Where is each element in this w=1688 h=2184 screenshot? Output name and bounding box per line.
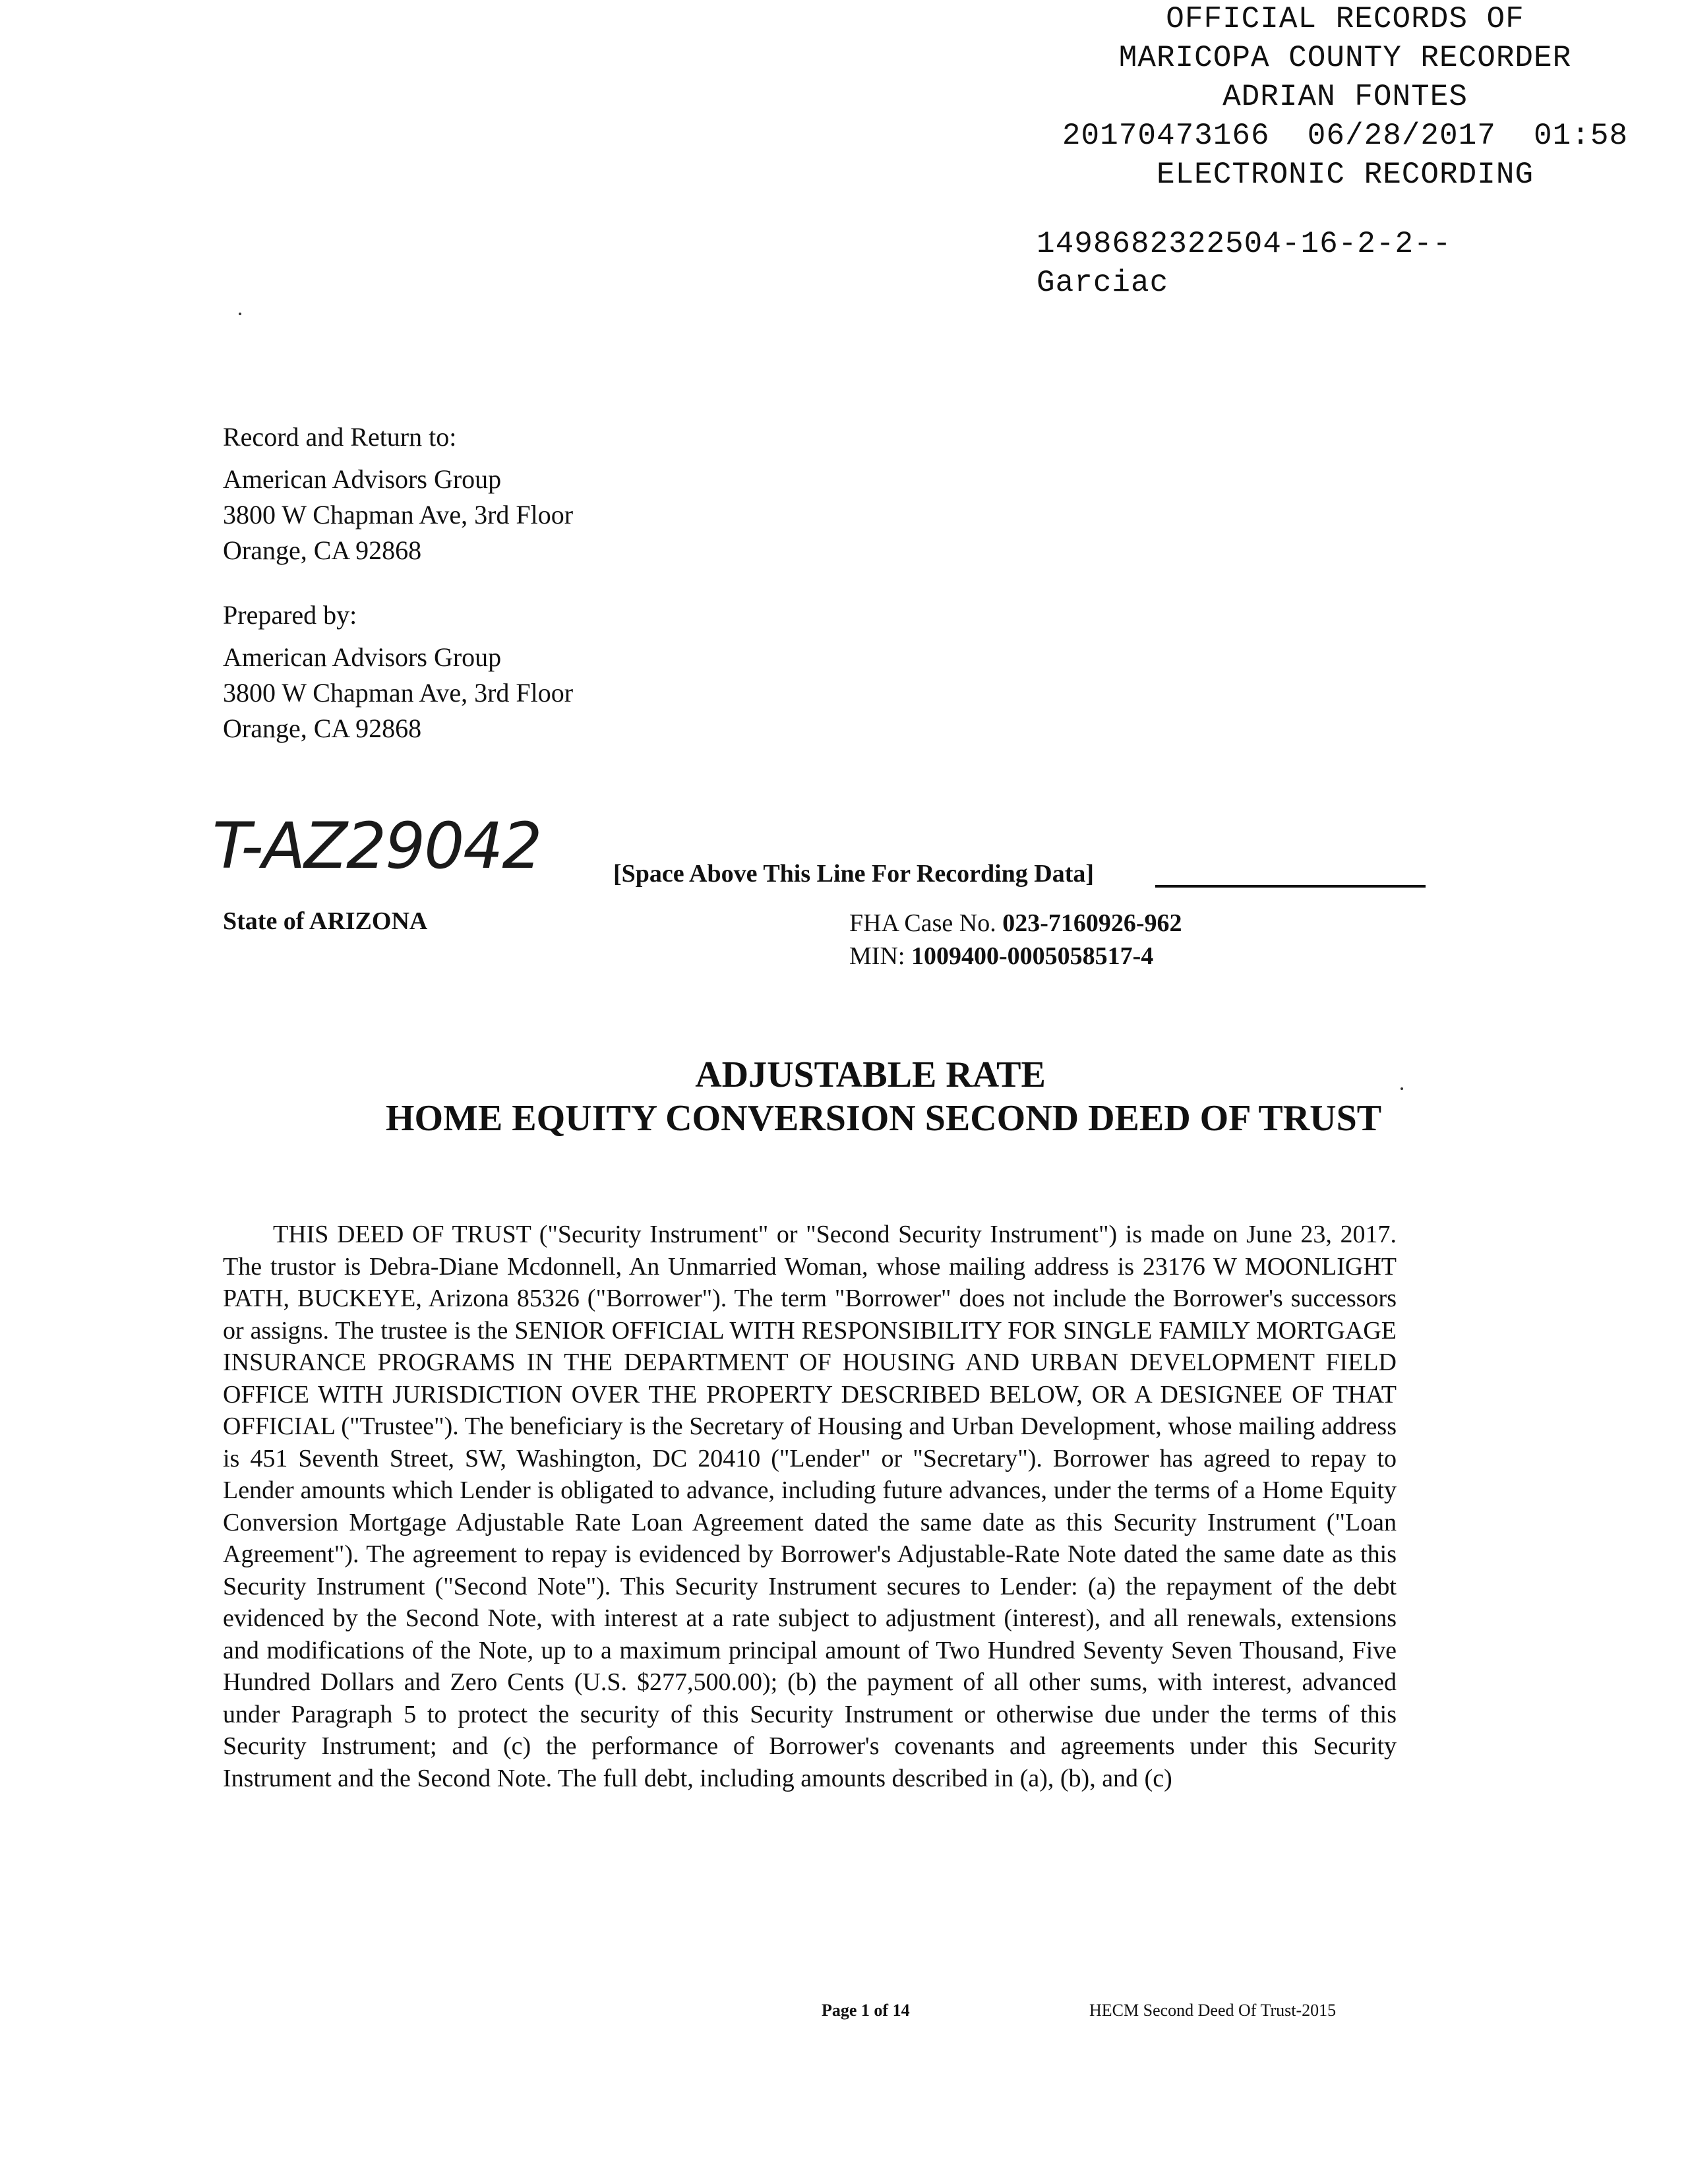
stamp-line: OFFICIAL RECORDS OF	[1166, 2, 1524, 36]
prepared-by-line: American Advisors Group	[223, 642, 502, 672]
prepared-by-line: 3800 W Chapman Ave, 3rd Floor	[223, 678, 574, 708]
record-return-block	[223, 419, 573, 568]
recording-data-rule	[1155, 885, 1426, 888]
fha-label: FHA Case No.	[849, 909, 1003, 937]
handwritten-order-number: T-AZ29042	[212, 809, 541, 883]
form-identifier: HECM Second Deed Of Trust-2015	[1089, 2001, 1337, 2020]
stamp-recording-number: 20170473166 06/28/2017 01:58	[1062, 119, 1629, 153]
prepared-by-block	[223, 597, 573, 746]
stamp-line: ADRIAN FONTES	[1222, 80, 1468, 114]
fha-case-number: 023-7160926-962	[1002, 909, 1182, 937]
stamp-line: ELECTRONIC RECORDING	[1156, 158, 1534, 192]
state-value: ARIZONA	[309, 907, 428, 935]
document-title-line2: HOME EQUITY CONVERSION SECOND DEED OF TRUST	[385, 1098, 1382, 1139]
record-return-line: Orange, CA 92868	[223, 535, 422, 565]
stamp-clerk: Garciac	[1037, 266, 1169, 300]
prepared-by-line: Orange, CA 92868	[223, 713, 422, 743]
case-numbers	[849, 907, 1182, 973]
scan-speck	[239, 313, 241, 315]
scan-speck	[1401, 1087, 1403, 1090]
stamp-reference: 1498682322504-16-2-2--	[1037, 227, 1452, 261]
deed-body-paragraph: THIS DEED OF TRUST ("Security Instrument" or "Second Security Instrument") is made on June 23, 2017. The trustor is Debra-Diane Mcdonnell, An Unmarried Woman, whose mailing address is 23176 W MOONLIGHT PATH, BUCKEYE, Arizona 85326 ("Borrower"). The term "Borrower" does not include the Borrower's successors or assigns. The trustee is the SENIOR OFFICIAL WITH RESPONSIBILITY FOR SINGLE FAMILY MORTGAGE INSURANCE PROGRAMS IN THE DEPARTMENT OF HOUSING AND URBAN DEVELOPMENT FIELD OFFICE WITH JURISDICTION OVER THE PROPERTY DESCRIBED BELOW, OR A DESIGNEE OF THAT OFFICIAL ("Trustee"). The beneficiary is the Secretary of Housing and Urban Development, whose mailing address is 451 Seventh Street, SW, Washington, DC 20410 ("Lender" or "Secretary"). Borrower has agreed to repay to Lender amounts which Lender is obligated to advance, including future advances, under the terms of a Home Equity Conversion Mortgage Adjustable Rate Loan Agreement dated the same date as this Security Instrument ("Loan Agreement"). The agreement to repay is evidenced by Borrower's Adjustable-Rate Note dated the same date as this Security Instrument ("Second Note"). This Security Instrument secures to Lender: (a) the repayment of the debt evidenced by the Second Note, with interest at a rate subject to adjustment (interest), and all renewals, extensions and modifications of the Note, up to a maximum principal amount of Two Hundred Seventy Seven Thousand, Five Hundred Dollars and Zero Cents (U.S. $277,500.00); (b) the payment of all other sums, with interest, advanced under Paragraph 5 to protect the security of this Security Instrument or otherwise due under the terms of this Security Instrument; and (c) the performance of Borrower's covenants and agreements under this Security Instrument and the Second Note. The full debt, including amounts described in (a), (b), and (c)	[223, 1221, 1397, 1792]
state-label: State of	[223, 907, 309, 935]
prepared-by-heading: Prepared by:	[223, 600, 357, 630]
min-number: 1009400-0005058517-4	[911, 942, 1154, 970]
state-line	[223, 907, 427, 936]
recording-stamp	[1029, 0, 1662, 303]
record-return-line: American Advisors Group	[223, 464, 502, 494]
page-number: Page 1 of 14	[822, 2001, 910, 2020]
recording-data-line-label: [Space Above This Line For Recording Data]	[613, 860, 1095, 888]
record-return-heading: Record and Return to:	[223, 422, 457, 452]
document-title-line1: ADJUSTABLE RATE	[695, 1054, 1046, 1095]
record-return-line: 3800 W Chapman Ave, 3rd Floor	[223, 500, 574, 530]
min-label: MIN:	[849, 942, 911, 970]
stamp-line: MARICOPA COUNTY RECORDER	[1118, 41, 1572, 75]
